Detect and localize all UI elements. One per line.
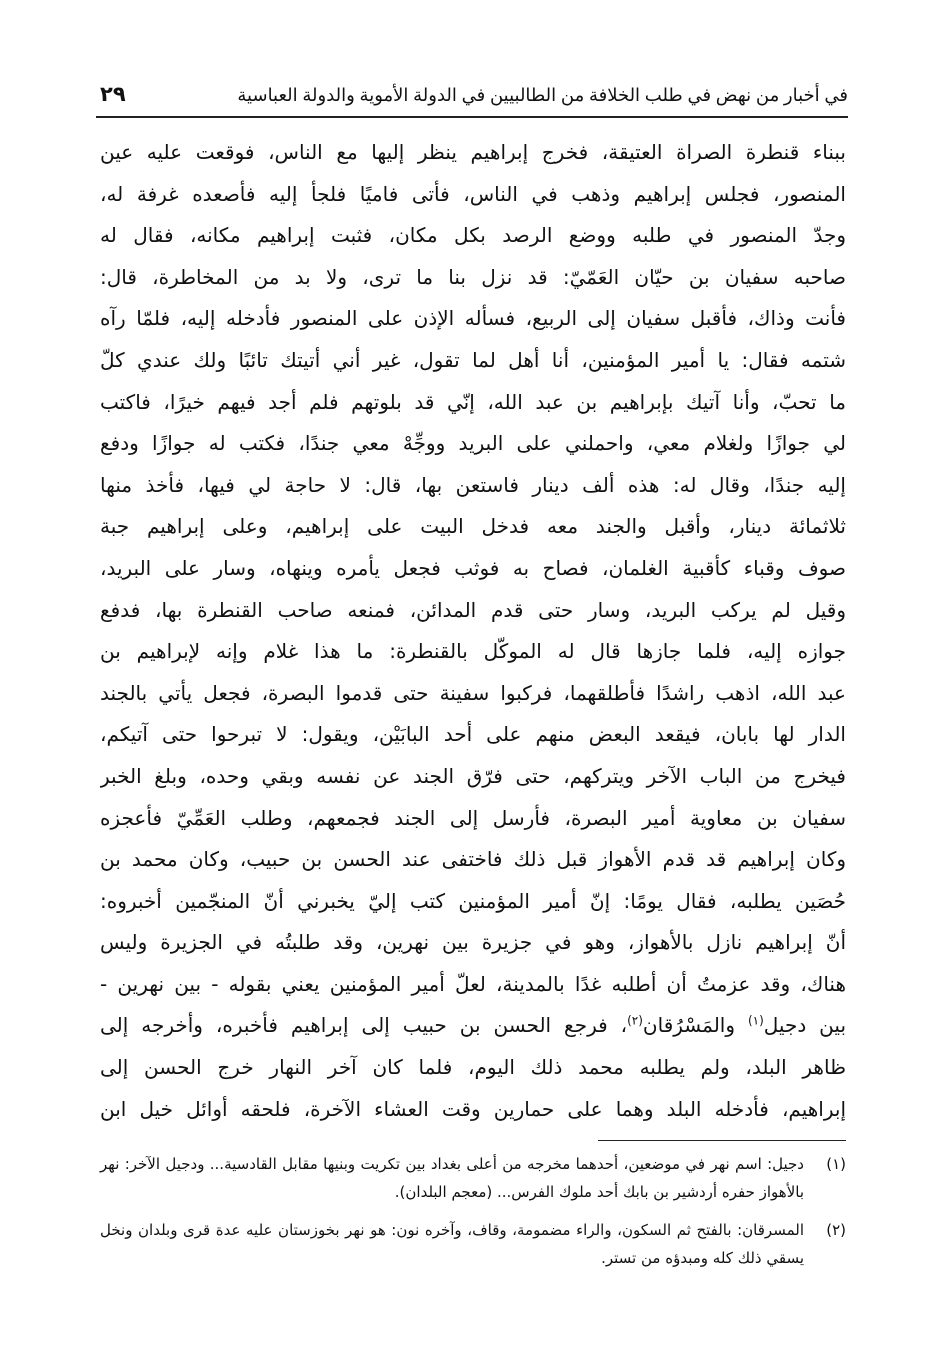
- line-text: بين دجيل: [763, 1013, 846, 1038]
- text-line: صاحبه سفيان بن حيّان العَمّيّ: قد نزل بنا ما ترى، ولا بد من المخاطرة، قال:: [100, 264, 846, 289]
- text-line: فيخرج من الباب الآخر ويتركهم، حتى فرّق الجند عن نفسه وبقي وحده، وبلغ الخبر: [100, 763, 846, 788]
- text-line: ظاهر البلد، ولم يطلبه محمد ذلك اليوم، فلما كان آخر النهار خرج الحسن إلى: [100, 1055, 846, 1080]
- text-line: المنصور، فجلس إبراهيم وذهب في الناس، فأتى فاميًا فلجأ إليه فأصعده غرفة له،: [100, 181, 846, 206]
- running-header: [100, 78, 848, 114]
- text-line: صوف وقباء كأقبية الغلمان، فصاح به فوثب فجعل يأمره وينهاه، وسار على البريد،: [100, 555, 846, 580]
- footnote-text: المسرقان: بالفتح ثم السكون، والراء مضمومة، وقاف، وآخره نون: هو نهر بخوزستان عليه عدة قرى وبلدان ونخل يسقي ذلك كله ومبدؤه من تستر.: [100, 1221, 804, 1267]
- text-line: وجدّ المنصور في طلبه ووضع الرصد بكل مكان، فثبت إبراهيم مكانه، فقال له: [100, 223, 846, 248]
- text-line: إبراهيم، فأدخله البلد وهما على حمارين وقت العشاء الآخرة، فلحقه أوائل خيل ابن: [100, 1096, 846, 1121]
- text-line: أنّ إبراهيم نازل بالأهواز، وهو في جزيرة بين نهرين، وقد طلبتُه في الجزيرة وليس: [100, 930, 846, 955]
- footnote-divider: [598, 1140, 846, 1141]
- footnotes: [100, 1150, 846, 1282]
- text-line: إليه جندًا، وقال له: هذه ألف دينار فاستعن بها، قال: لا حاجة لي فيها، فأخذ منها: [100, 472, 846, 497]
- text-line: وكان إبراهيم قد قدم الأهواز قبل ذلك فاختفى عند الحسن بن حبيب، وكان محمد بن: [100, 847, 846, 872]
- header-title: في أخبار من نهض في طلب الخلافة من الطالبيين في الدولة الأموية والدولة العباسية: [237, 85, 848, 106]
- footnote-number: (٢): [826, 1221, 846, 1239]
- text-line: شتمه فقال: يا أمير المؤمنين، أنا أهل لما تقول، غير أني أتيتك تائبًا ولك عندي كلّ: [100, 347, 846, 372]
- line-text: والمَسْرُقان: [642, 1013, 748, 1038]
- footnote-2: [100, 1216, 846, 1272]
- text-line: ما تحبّ، وأنا آتيك بإبراهيم بن عبد الله، إنّي قد بلوتهم فلم أجد فيهم خيرًا، فاكتب: [100, 389, 846, 414]
- body-text: [100, 132, 846, 1130]
- text-line: سفيان بن معاوية أمير البصرة، فأرسل إلى الجند فجمعهم، وطلب العَمِّيّ فأعجزه: [100, 805, 846, 830]
- footnote-ref-2: (٢): [627, 1013, 643, 1028]
- footnote-number: (١): [826, 1155, 846, 1173]
- footnote-ref-1: (١): [747, 1013, 764, 1028]
- text-line: فأنت وذاك، فأقبل سفيان إلى الربيع، فسأله الإذن على المنصور فأدخله إليه، فلمّا رآه: [100, 306, 846, 331]
- text-line: عبد الله، اذهب راشدًا فأطلقهما، فركبوا سفينة حتى قدموا البصرة، فجعل يأتي بالجند: [100, 680, 846, 705]
- page-number: ٢٩: [100, 82, 126, 106]
- footnote-text: دجيل: اسم نهر في موضعين، أحدهما مخرجه من أعلى بغداد بين تكريت وبنيها مقابل القادسية... ودجيل الآخر: نهر بالأهواز حفره أردشير بن بابك أحد ملوك الفرس... (معجم البلدان).: [100, 1155, 804, 1201]
- text-line: لي جوازًا ولغلام معي، واحملني على البريد ووجِّهْ معي جندًا، فكتب له جوازًا ودفع: [100, 431, 846, 456]
- text-line: وقيل لم يركب البريد، وسار حتى قدم المدائن، فمنعه صاحب القنطرة بها، فدفع: [100, 597, 846, 622]
- line-text: ، فرجع الحسن بن حبيب إلى إبراهيم فأخبره، وأخرجه إلى: [100, 1013, 628, 1038]
- text-line: ببناء قنطرة الصراة العتيقة، فخرج إبراهيم ينظر إليها مع الناس، فوقعت عليه عين: [100, 140, 846, 164]
- text-line: هناك، وقد عزمتُ أن أطلبه غدًا بالمدينة، لعلّ أمير المؤمنين يعني بقوله - بين نهرين -: [100, 971, 846, 996]
- footnote-1: [100, 1150, 846, 1206]
- text-line: حُصَين يطلبه، فقال يومًا: إنّ أمير المؤمنين كتب إليّ يخبرني أنّ المنجّمين أخبروه:: [100, 888, 846, 913]
- text-line-with-footnote-refs: [100, 1005, 846, 1047]
- text-line: ثلاثمائة دينار، وأقبل والجند معه فدخل البيت على إبراهيم، وعلى إبراهيم جبة: [100, 514, 846, 539]
- text-line: جوازه إليه، فلما جازها قال له الموكّل بالقنطرة: ما هذا غلام وإنه لإبراهيم بن: [100, 639, 846, 664]
- header-divider: [96, 116, 848, 118]
- text-line: الدار لها بابان، فيقعد البعض منهم على أحد البابَيْن، ويقول: لا تبرحوا حتى آتيكم،: [100, 722, 846, 747]
